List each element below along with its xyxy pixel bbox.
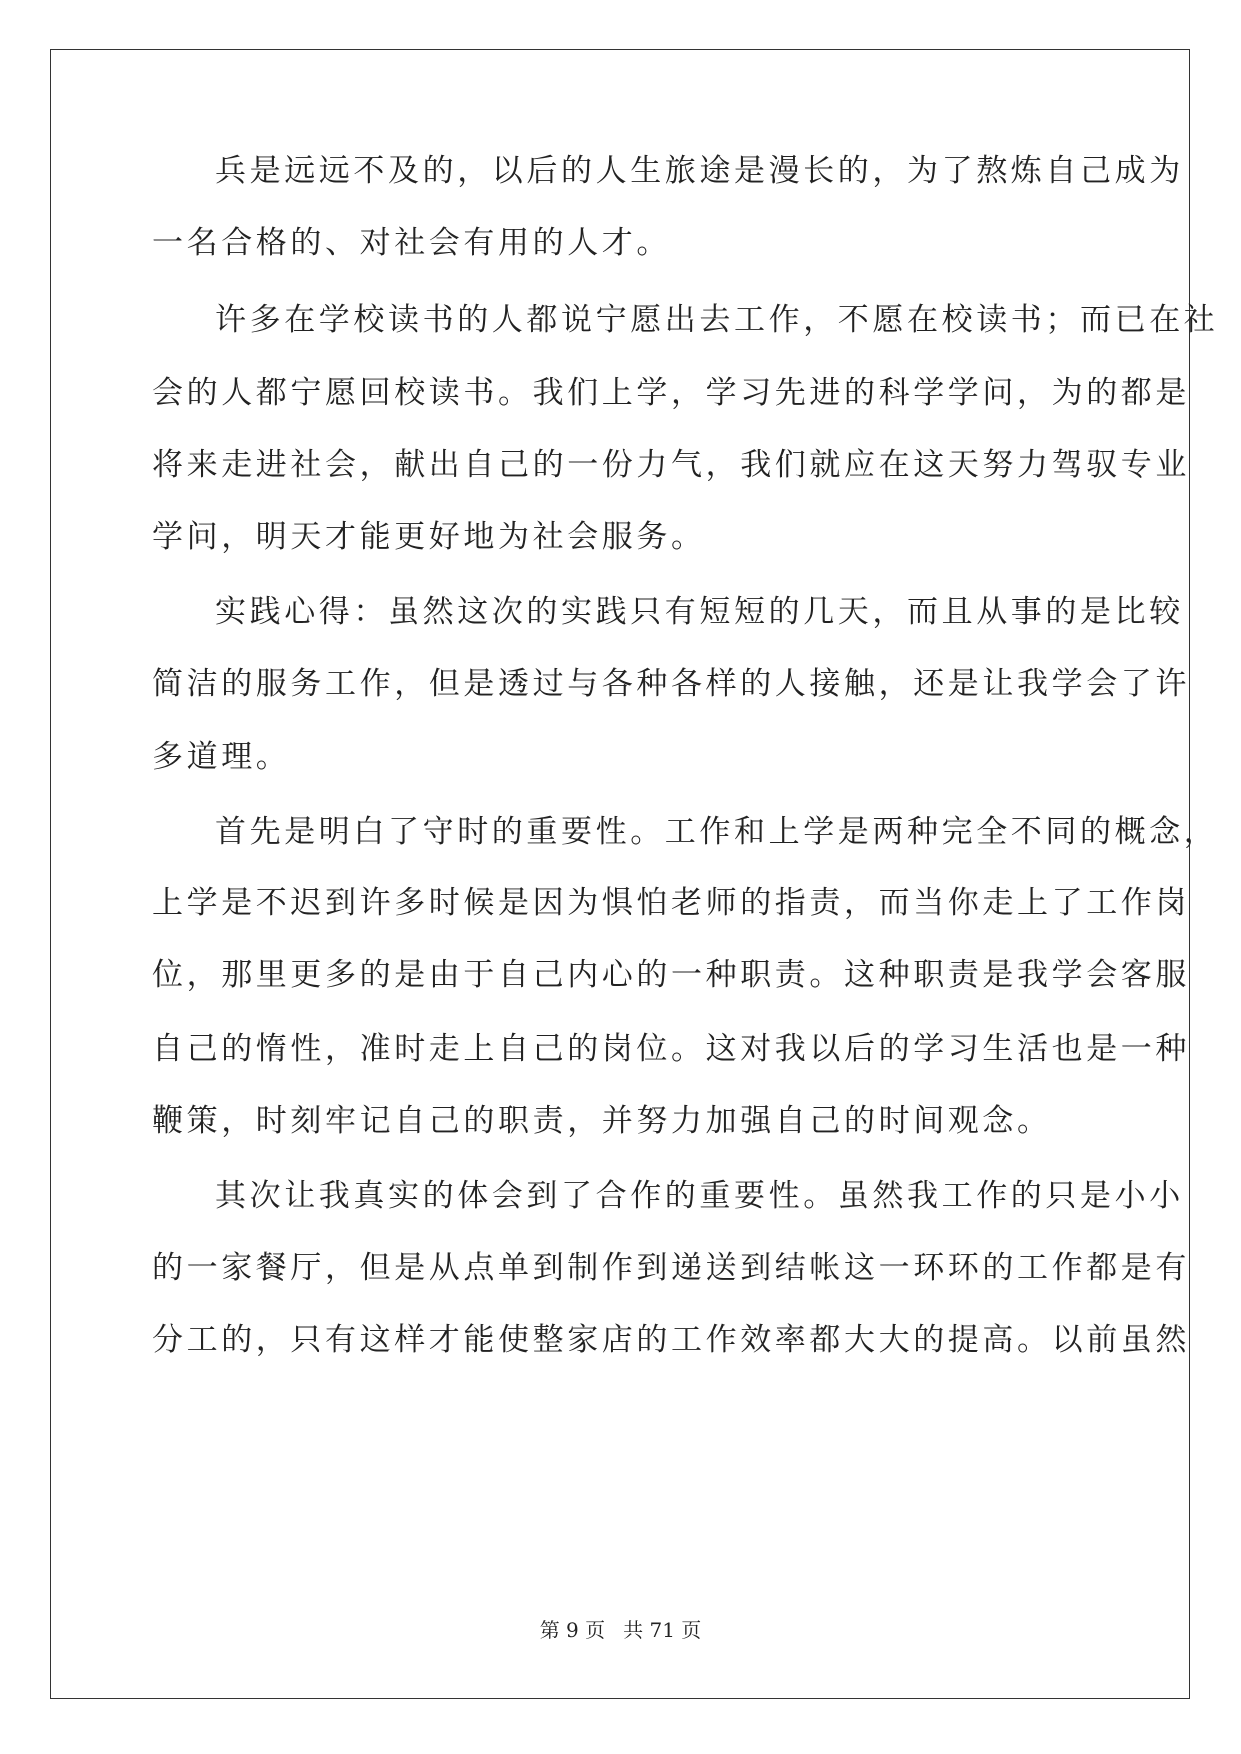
page-total: 共 71 页 <box>623 1618 702 1642</box>
text-line: 分工的，只有这样才能使整家店的工作效率都大大的提高。以前虽然 <box>152 1322 1190 1358</box>
text-line: 上学是不迟到许多时候是因为惧怕老师的指责，而当你走上了工作岗 <box>152 885 1190 921</box>
text-line: 一名合格的、对社会有用的人才。 <box>152 225 671 261</box>
text-line: 自己的惰性，准时走上自己的岗位。这对我以后的学习生活也是一种 <box>152 1031 1190 1067</box>
text-line: 多道理。 <box>152 739 291 775</box>
text-line: 学问，明天才能更好地为社会服务。 <box>152 519 706 555</box>
text-line: 会的人都宁愿回校读书。我们上学，学习先进的科学学问，为的都是 <box>152 375 1190 411</box>
text-line: 实践心得：虽然这次的实践只有短短的几天，而且从事的是比较 <box>215 594 1184 630</box>
text-line: 兵是远远不及的，以后的人生旅途是漫长的，为了熬炼自己成为 <box>215 153 1184 189</box>
text-line: 将来走进社会，献出自己的一份力气，我们就应在这天努力驾驭专业 <box>152 447 1190 483</box>
page-number: 第 9 页 <box>539 1618 606 1642</box>
page-footer <box>0 1617 1241 1643</box>
page-border <box>50 49 1219 1699</box>
text-line: 许多在学校读书的人都说宁愿出去工作，不愿在校读书；而已在社 <box>215 302 1219 338</box>
text-line: 的一家餐厅，但是从点单到制作到递送到结帐这一环环的工作都是有 <box>152 1250 1190 1286</box>
text-line: 简洁的服务工作，但是透过与各种各样的人接触，还是让我学会了许 <box>152 666 1190 702</box>
text-line: 首先是明白了守时的重要性。工作和上学是两种完全不同的概念， <box>215 814 1219 850</box>
text-line: 其次让我真实的体会到了合作的重要性。虽然我工作的只是小小 <box>215 1178 1184 1214</box>
text-line: 鞭策，时刻牢记自己的职责，并努力加强自己的时间观念。 <box>152 1103 1052 1139</box>
text-line: 位，那里更多的是由于自己内心的一种职责。这种职责是我学会客服 <box>152 957 1190 993</box>
